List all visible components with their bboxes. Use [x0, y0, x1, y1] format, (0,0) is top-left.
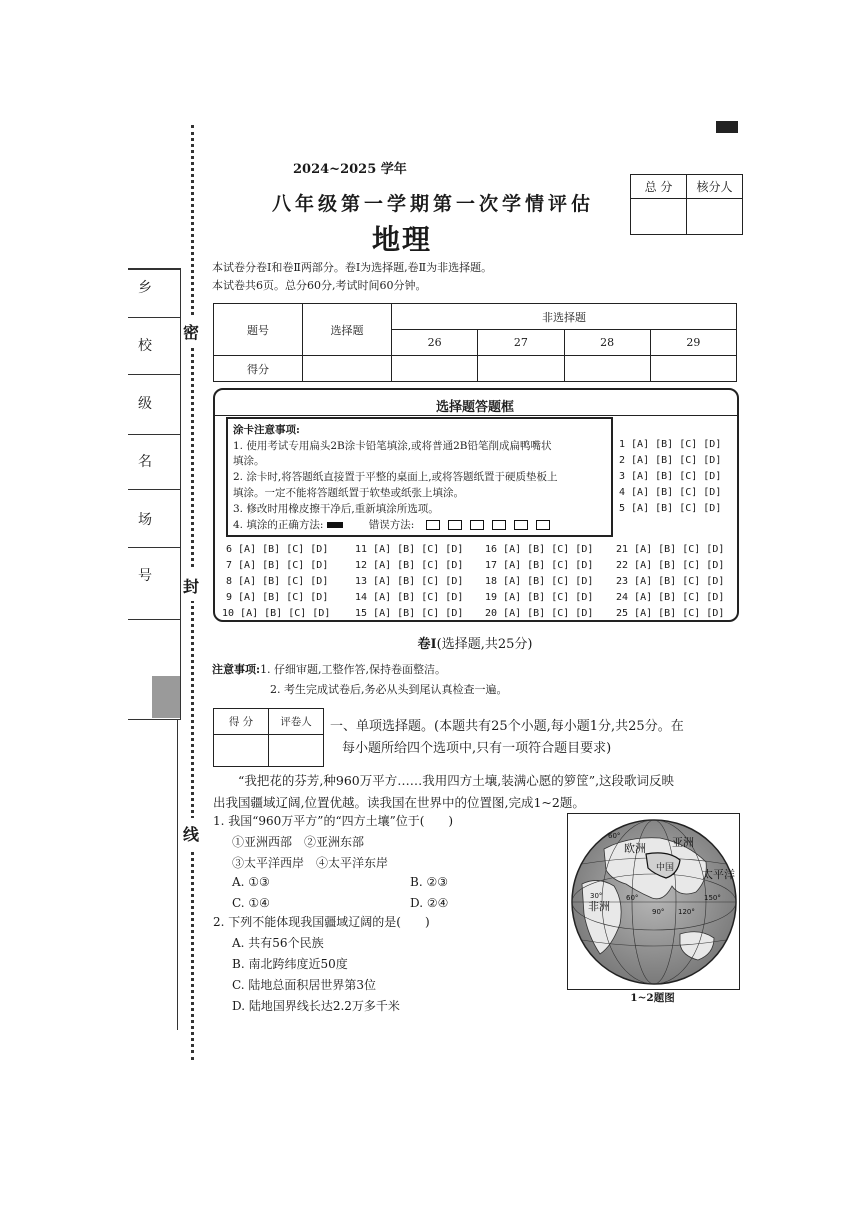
corner-mark: [716, 121, 738, 133]
school-year: 2024~2025 学年: [293, 162, 407, 177]
map-label-asia: 亚洲: [672, 836, 694, 849]
fill-notes-title: 涂卡注意事项:: [233, 424, 300, 436]
binding-info-strip: [128, 268, 181, 720]
correct-method-label: 4. 填涂的正确方法:: [233, 519, 324, 531]
fill-method-row: [233, 517, 550, 532]
col-choice-header: 选择题: [303, 304, 392, 356]
question-number: 28: [564, 330, 650, 356]
map-deg-lon-150: 150°: [704, 894, 721, 902]
exam-info-2: 本试卷共6页。总分60分,考试时间60分钟。: [212, 279, 427, 292]
fill-note: 3. 修改时用橡皮擦干净后,重新填涂所选项。: [233, 503, 439, 515]
choice-row[interactable]: 7 [A] [B] [C] [D]: [226, 560, 329, 571]
choice-row[interactable]: 16 [A] [B] [C] [D]: [485, 544, 594, 555]
strip-shaded-block: [152, 676, 180, 718]
strip-label-township: 乡: [138, 280, 152, 296]
wrong-method-label: 错误方法:: [368, 519, 415, 531]
map-deg-lat-top: 60°: [608, 832, 621, 840]
wrong-mark-cross: [470, 520, 484, 530]
fill-note: 填涂。一定不能将答题纸置于软垫或纸张上填涂。: [233, 487, 464, 499]
grade-score-label: 得 分: [214, 709, 269, 735]
map-deg-lon-90: 90°: [652, 908, 665, 916]
question-1-option-d[interactable]: D. ②④: [410, 896, 449, 910]
choice-row[interactable]: 10 [A] [B] [C] [D]: [222, 608, 331, 619]
choice-row[interactable]: 9 [A] [B] [C] [D]: [226, 592, 329, 603]
strip-label-room: 场: [138, 512, 152, 528]
question-1: 1. 我国“960万平方”的“四方土壤”位于( ): [213, 814, 454, 828]
strip-label-name: 名: [138, 454, 152, 470]
map-deg-lon-60: 60°: [626, 894, 639, 902]
strip-label-class: 级: [138, 396, 152, 412]
subject-title: 地理: [372, 223, 433, 256]
question-2-option-d[interactable]: D. 陆地国界线长达2.2万多千米: [232, 999, 400, 1013]
choice-row[interactable]: 12 [A] [B] [C] [D]: [355, 560, 464, 571]
section-title-line-1: 一、单项选择题。(本题共有25个小题,每小题1分,共25分。在: [330, 719, 684, 734]
answer-frame-divider: [213, 415, 737, 416]
choice-row[interactable]: 6 [A] [B] [C] [D]: [226, 544, 329, 555]
score-table: [213, 303, 737, 382]
score-cell[interactable]: [392, 356, 478, 382]
attention-label: 注意事项:: [212, 663, 261, 676]
map-deg-lat-mid: 30°: [590, 892, 603, 900]
choice-row[interactable]: 1 [A] [B] [C] [D]: [619, 439, 722, 450]
choice-row[interactable]: 24 [A] [B] [C] [D]: [616, 592, 725, 603]
attention-item-1: 1. 仔细审题,工整作答,保持卷面整洁。: [260, 663, 447, 676]
exam-title: 八年级第一学期第一次学情评估: [272, 193, 595, 215]
question-1-option-a[interactable]: A. ①③: [232, 875, 270, 889]
choice-row[interactable]: 23 [A] [B] [C] [D]: [616, 576, 725, 587]
volume1-label: 卷Ⅰ: [417, 637, 437, 652]
map-label-europe: 欧洲: [624, 842, 646, 855]
exam-info-1: 本试卷分卷Ⅰ和卷Ⅱ两部分。卷Ⅰ为选择题,卷Ⅱ为非选择题。: [212, 261, 493, 274]
section-title: [330, 716, 740, 760]
correct-fill-sample: [327, 522, 343, 528]
col-question-header: 题号: [214, 304, 303, 356]
choice-row[interactable]: 3 [A] [B] [C] [D]: [619, 471, 722, 482]
score-cell[interactable]: [478, 356, 564, 382]
checker-cell[interactable]: [687, 199, 743, 235]
map-label-china: 中国: [656, 863, 675, 873]
choice-row[interactable]: 19 [A] [B] [C] [D]: [485, 592, 594, 603]
choice-row[interactable]: 20 [A] [B] [C] [D]: [485, 608, 594, 619]
seal-char-mi: 密: [183, 316, 199, 347]
passage-line-2: 出我国疆域辽阔,位置优越。读我国在世界中的位置图,完成1~2题。: [213, 795, 585, 810]
choice-row[interactable]: 14 [A] [B] [C] [D]: [355, 592, 464, 603]
attention-line-1: [212, 661, 446, 677]
question-2-option-c[interactable]: C. 陆地总面积居世界第3位: [232, 978, 377, 992]
globe-map-graphic: [568, 814, 739, 989]
score-cell[interactable]: [564, 356, 650, 382]
choice-row[interactable]: 21 [A] [B] [C] [D]: [616, 544, 725, 555]
volume1-desc: (选择题,共25分): [436, 637, 533, 652]
volume1-heading: [213, 633, 737, 652]
grade-score-cell[interactable]: [214, 735, 269, 767]
grader-cell[interactable]: [269, 735, 324, 767]
question-number: 27: [478, 330, 564, 356]
grade-box: [213, 708, 324, 767]
map-label-pacific: 太平洋: [702, 868, 735, 881]
binding-edge-line: [177, 720, 178, 1030]
seal-char-feng: 封: [183, 570, 199, 601]
total-score-box: [630, 174, 743, 235]
seal-char-xian: 线: [183, 818, 199, 849]
col-non-choice-header: 非选择题: [392, 304, 737, 330]
choice-row[interactable]: 8 [A] [B] [C] [D]: [226, 576, 329, 587]
score-cell[interactable]: [650, 356, 736, 382]
choice-row[interactable]: 4 [A] [B] [C] [D]: [619, 487, 722, 498]
question-number: 26: [392, 330, 478, 356]
wrong-mark-slash: [536, 520, 550, 530]
total-score-cell[interactable]: [631, 199, 687, 235]
question-1-statements-a: ①亚洲西部 ②亚洲东部: [232, 835, 365, 849]
choice-row[interactable]: 2 [A] [B] [C] [D]: [619, 455, 722, 466]
choice-row[interactable]: 25 [A] [B] [C] [D]: [616, 608, 725, 619]
question-1-option-c[interactable]: C. ①④: [232, 896, 270, 910]
fill-note: 1. 使用考试专用扁头2B涂卡铅笔填涂,或将普通2B铅笔削成扁鸭嘴状: [233, 440, 552, 452]
wrong-mark-circle: [514, 520, 528, 530]
question-1-statements-b: ③太平洋西岸 ④太平洋东岸: [232, 856, 389, 870]
attention-item-2: 2. 考生完成试卷后,务必从头到尾认真检查一遍。: [270, 683, 508, 696]
strip-label-number: 号: [138, 568, 152, 584]
answer-frame-title: 选择题答题框: [435, 400, 514, 415]
question-2-option-a[interactable]: A. 共有56个民族: [232, 936, 324, 950]
question-2-option-b[interactable]: B. 南北跨纬度近50度: [232, 957, 348, 971]
question-2: 2. 下列不能体现我国疆域辽阔的是( ): [213, 915, 430, 929]
world-position-map: [567, 813, 740, 990]
map-deg-lon-120: 120°: [678, 908, 695, 916]
section-title-line-2: 每小题所给四个选项中,只有一项符合题目要求): [342, 741, 612, 756]
choice-row[interactable]: 22 [A] [B] [C] [D]: [616, 560, 725, 571]
wrong-mark-dash: [492, 520, 506, 530]
total-score-label: 总 分: [631, 175, 687, 199]
fill-note: 2. 涂卡时,将答题纸直接置于平整的桌面上,或将答题纸置于硬质垫板上: [233, 471, 558, 483]
strip-label-school: 校: [138, 338, 152, 354]
choice-row[interactable]: 18 [A] [B] [C] [D]: [485, 576, 594, 587]
grader-label: 评卷人: [269, 709, 324, 735]
choice-row[interactable]: 5 [A] [B] [C] [D]: [619, 503, 722, 514]
question-1-option-b[interactable]: B. ②③: [410, 875, 448, 889]
wrong-mark-dot: [448, 520, 462, 530]
map-caption: 1~2题图: [630, 992, 675, 1004]
score-cell[interactable]: [303, 356, 392, 382]
choice-row[interactable]: 17 [A] [B] [C] [D]: [485, 560, 594, 571]
question-number: 29: [650, 330, 736, 356]
choice-row[interactable]: 15 [A] [B] [C] [D]: [355, 608, 464, 619]
fill-note: 填涂。: [233, 455, 265, 467]
wrong-mark-check: [426, 520, 440, 530]
choice-row[interactable]: 11 [A] [B] [C] [D]: [355, 544, 464, 555]
fill-notes-box: [226, 417, 613, 537]
choice-row[interactable]: 13 [A] [B] [C] [D]: [355, 576, 464, 587]
checker-label: 核分人: [687, 175, 743, 199]
map-label-africa: 非洲: [588, 900, 610, 913]
row-score-label: 得分: [214, 356, 303, 382]
passage-line-1: “我把花的芬芳,种960万平方……我用四方土壤,装满心愿的箩筐”,这段歌词反映: [238, 773, 675, 788]
